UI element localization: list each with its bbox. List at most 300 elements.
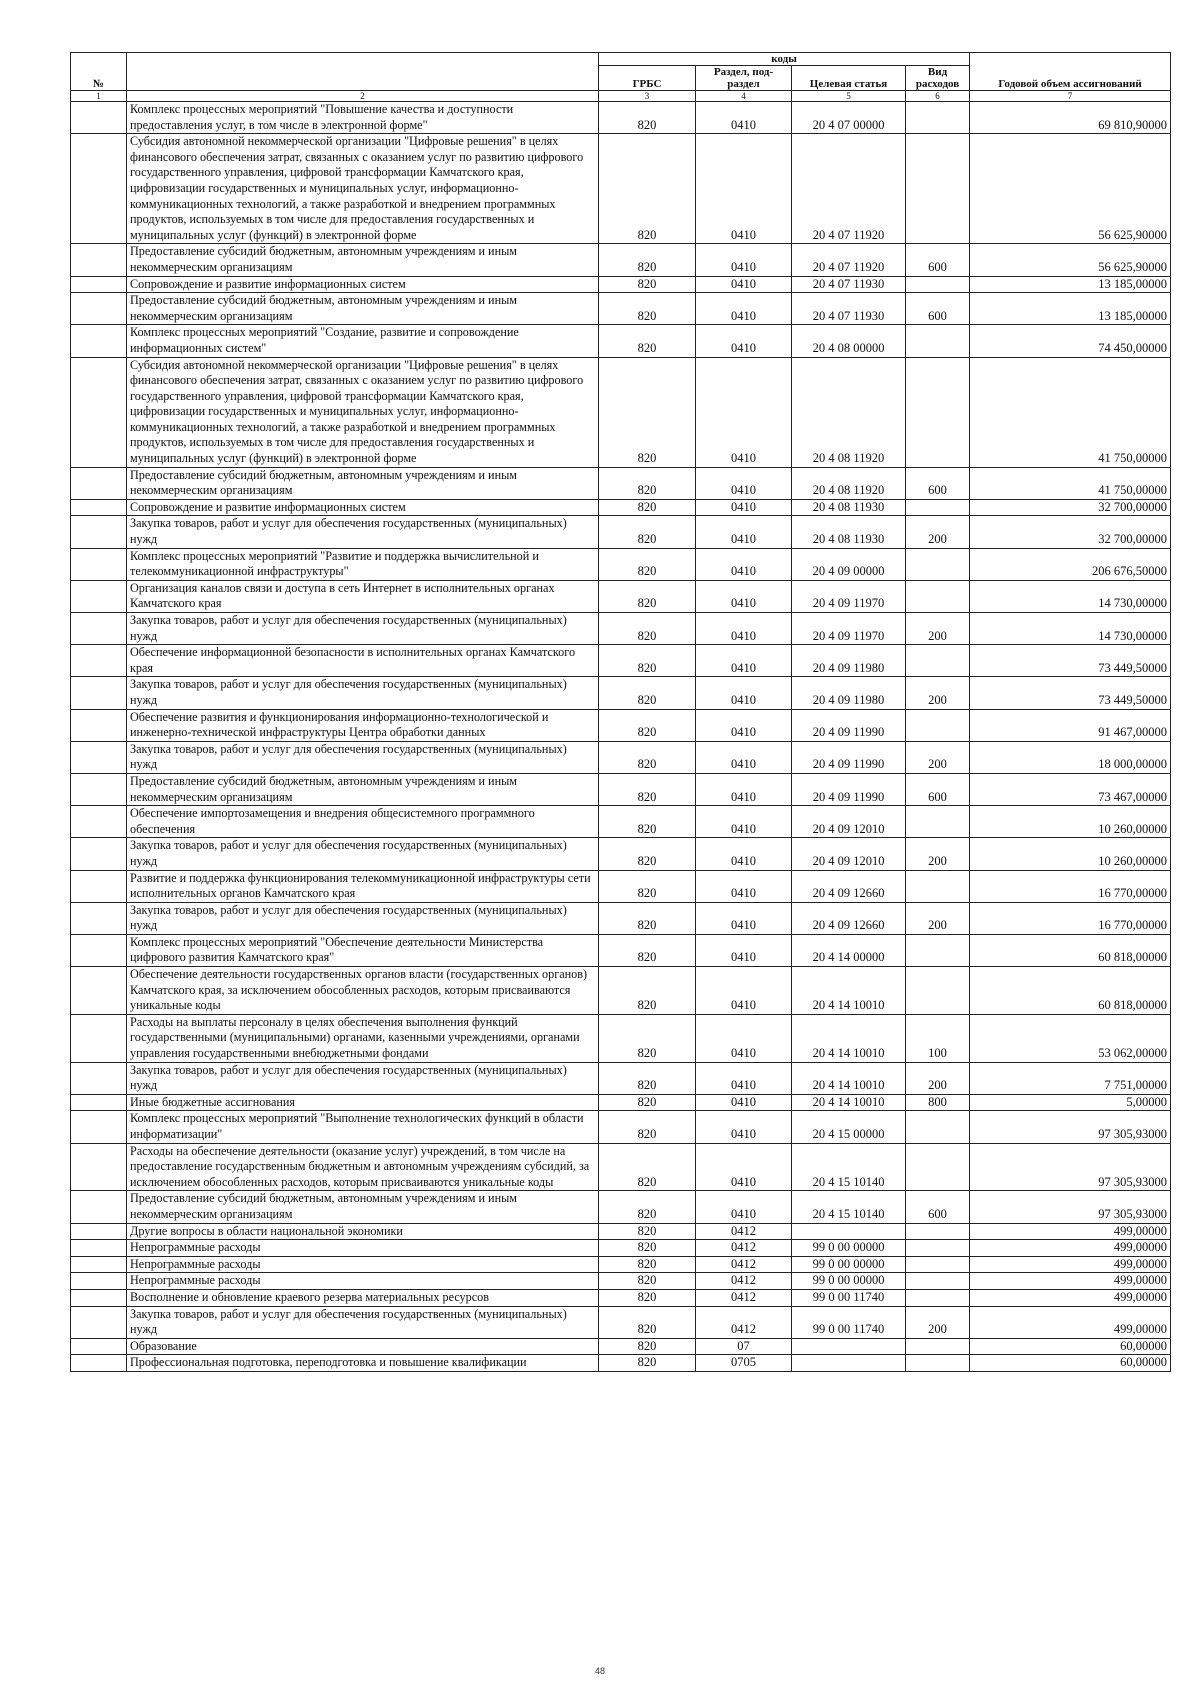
header-codes: коды	[599, 53, 970, 66]
row-name: Образование	[127, 1338, 599, 1355]
row-expense-type	[906, 1256, 970, 1273]
row-target	[792, 1338, 906, 1355]
row-number	[71, 580, 127, 612]
row-section: 0410	[696, 1014, 792, 1062]
row-amount: 73 467,00000	[970, 773, 1171, 805]
row-section: 0412	[696, 1240, 792, 1257]
row-amount: 74 450,00000	[970, 325, 1171, 357]
row-amount: 60,00000	[970, 1355, 1171, 1372]
table-body	[71, 102, 1171, 1372]
row-section: 0410	[696, 1143, 792, 1191]
table-row	[71, 276, 1171, 293]
row-amount: 73 449,50000	[970, 677, 1171, 709]
row-grbs: 820	[599, 902, 696, 934]
header-section: Раздел, под-раздел	[696, 66, 792, 91]
row-target: 20 4 09 12010	[792, 838, 906, 870]
row-number	[71, 1143, 127, 1191]
row-amount: 7 751,00000	[970, 1062, 1171, 1094]
row-grbs: 820	[599, 1223, 696, 1240]
table-row	[71, 1306, 1171, 1338]
header-grbs: ГРБС	[599, 66, 696, 91]
column-number: 6	[906, 91, 970, 102]
row-expense-type: 600	[906, 244, 970, 276]
column-number: 2	[127, 91, 599, 102]
row-number	[71, 276, 127, 293]
row-amount: 499,00000	[970, 1223, 1171, 1240]
row-name: Другие вопросы в области национальной экономики	[127, 1223, 599, 1240]
row-grbs: 820	[599, 357, 696, 467]
row-number	[71, 934, 127, 966]
row-target: 20 4 09 11990	[792, 773, 906, 805]
table-row	[71, 1094, 1171, 1111]
table-row	[71, 499, 1171, 516]
row-number	[71, 357, 127, 467]
table-row	[71, 902, 1171, 934]
table-row	[71, 1355, 1171, 1372]
row-target: 99 0 00 11740	[792, 1289, 906, 1306]
row-section: 0410	[696, 613, 792, 645]
header-target: Целевая статья	[792, 66, 906, 91]
row-section: 0412	[696, 1273, 792, 1290]
row-grbs: 820	[599, 934, 696, 966]
row-grbs: 820	[599, 741, 696, 773]
header-number: №	[71, 53, 127, 91]
row-expense-type	[906, 325, 970, 357]
row-amount: 73 449,50000	[970, 645, 1171, 677]
row-section: 0410	[696, 838, 792, 870]
row-name: Закупка товаров, работ и услуг для обеспечения государственных (муниципальных) нужд	[127, 1062, 599, 1094]
table-row	[71, 1062, 1171, 1094]
row-amount: 32 700,00000	[970, 499, 1171, 516]
column-number: 5	[792, 91, 906, 102]
row-expense-type	[906, 134, 970, 244]
row-number	[71, 1289, 127, 1306]
table-row	[71, 467, 1171, 499]
row-amount: 13 185,00000	[970, 293, 1171, 325]
row-expense-type	[906, 1240, 970, 1257]
row-amount: 41 750,00000	[970, 467, 1171, 499]
row-number	[71, 293, 127, 325]
row-grbs: 820	[599, 293, 696, 325]
row-grbs: 820	[599, 276, 696, 293]
row-amount: 499,00000	[970, 1240, 1171, 1257]
row-section: 0410	[696, 548, 792, 580]
row-number	[71, 244, 127, 276]
column-number: 4	[696, 91, 792, 102]
row-grbs: 820	[599, 773, 696, 805]
row-number	[71, 1111, 127, 1143]
row-section: 0412	[696, 1256, 792, 1273]
row-target: 20 4 09 11970	[792, 613, 906, 645]
page-number: 48	[594, 1666, 605, 1676]
row-amount: 53 062,00000	[970, 1014, 1171, 1062]
row-section: 0410	[696, 357, 792, 467]
row-number	[71, 548, 127, 580]
row-grbs: 820	[599, 1240, 696, 1257]
row-amount: 10 260,00000	[970, 806, 1171, 838]
row-target: 20 4 08 11930	[792, 516, 906, 548]
row-name: Обеспечение импортозамещения и внедрения общесистемного программного обеспечения	[127, 806, 599, 838]
row-section: 0410	[696, 580, 792, 612]
table-row	[71, 773, 1171, 805]
row-amount: 16 770,00000	[970, 902, 1171, 934]
row-grbs: 820	[599, 102, 696, 134]
row-expense-type: 200	[906, 677, 970, 709]
row-name: Комплекс процессных мероприятий "Повышение качества и доступности предоставления услуг, в том числе в электронной форме"	[127, 102, 599, 134]
row-number	[71, 1240, 127, 1257]
row-grbs: 820	[599, 1111, 696, 1143]
row-name: Закупка товаров, работ и услуг для обеспечения государственных (муниципальных) нужд	[127, 1306, 599, 1338]
table-row	[71, 244, 1171, 276]
table-row	[71, 838, 1171, 870]
row-grbs: 820	[599, 1306, 696, 1338]
row-grbs: 820	[599, 1094, 696, 1111]
row-section: 0412	[696, 1223, 792, 1240]
row-amount: 41 750,00000	[970, 357, 1171, 467]
table-row	[71, 102, 1171, 134]
row-name: Субсидия автономной некоммерческой организации "Цифровые решения" в целях финансового обеспечения затрат, связанных с оказанием услуг по развитию цифрового государственного управления, цифровой трансформации Камчатского края, цифровизации государственных и муниципальных услуг, информационно-коммуникационных технологий, а также разработкой и внедрением программных продуктов, используемых в том числе для предоставления государственных и муниципальных услуг (функций) в электронной форме	[127, 357, 599, 467]
row-number	[71, 1062, 127, 1094]
row-name: Закупка товаров, работ и услуг для обеспечения государственных (муниципальных) нужд	[127, 613, 599, 645]
row-number	[71, 1014, 127, 1062]
row-section: 07	[696, 1338, 792, 1355]
row-expense-type: 600	[906, 293, 970, 325]
row-amount: 14 730,00000	[970, 613, 1171, 645]
row-number	[71, 467, 127, 499]
row-number	[71, 1191, 127, 1223]
row-name: Предоставление субсидий бюджетным, автономным учреждениям и иным некоммерческим организациям	[127, 244, 599, 276]
row-section: 0410	[696, 516, 792, 548]
table-row	[71, 1256, 1171, 1273]
row-expense-type	[906, 1111, 970, 1143]
row-number	[71, 516, 127, 548]
row-target: 20 4 14 10010	[792, 967, 906, 1015]
row-amount: 14 730,00000	[970, 580, 1171, 612]
row-expense-type	[906, 357, 970, 467]
row-target: 99 0 00 00000	[792, 1273, 906, 1290]
table-row	[71, 580, 1171, 612]
row-amount: 10 260,00000	[970, 838, 1171, 870]
table-row	[71, 325, 1171, 357]
row-expense-type: 200	[906, 1306, 970, 1338]
row-target	[792, 1223, 906, 1240]
row-expense-type: 200	[906, 902, 970, 934]
row-name: Закупка товаров, работ и услуг для обеспечения государственных (муниципальных) нужд	[127, 677, 599, 709]
row-section: 0410	[696, 967, 792, 1015]
row-amount: 69 810,90000	[970, 102, 1171, 134]
row-expense-type: 100	[906, 1014, 970, 1062]
row-target: 20 4 09 12010	[792, 806, 906, 838]
row-section: 0410	[696, 293, 792, 325]
row-name: Предоставление субсидий бюджетным, автономным учреждениям и иным некоммерческим организациям	[127, 1191, 599, 1223]
row-grbs: 820	[599, 677, 696, 709]
row-expense-type	[906, 934, 970, 966]
row-expense-type	[906, 548, 970, 580]
row-target: 20 4 07 00000	[792, 102, 906, 134]
header-name	[127, 53, 599, 91]
table-row	[71, 709, 1171, 741]
row-expense-type	[906, 645, 970, 677]
row-expense-type: 200	[906, 741, 970, 773]
row-grbs: 820	[599, 1062, 696, 1094]
column-number: 7	[970, 91, 1171, 102]
row-number	[71, 499, 127, 516]
table-row	[71, 645, 1171, 677]
row-expense-type: 800	[906, 1094, 970, 1111]
row-grbs: 820	[599, 548, 696, 580]
row-target: 20 4 09 12660	[792, 902, 906, 934]
row-amount: 499,00000	[970, 1256, 1171, 1273]
table-row	[71, 293, 1171, 325]
row-amount: 16 770,00000	[970, 870, 1171, 902]
row-name: Сопровождение и развитие информационных систем	[127, 276, 599, 293]
row-amount: 60 818,00000	[970, 967, 1171, 1015]
row-target: 20 4 09 11980	[792, 645, 906, 677]
row-name: Сопровождение и развитие информационных систем	[127, 499, 599, 516]
row-grbs: 820	[599, 244, 696, 276]
row-expense-type: 600	[906, 467, 970, 499]
table-row	[71, 934, 1171, 966]
row-name: Развитие и поддержка функционирования телекоммуникационной инфраструктуры сети исполнительных органов Камчатского края	[127, 870, 599, 902]
table-row	[71, 677, 1171, 709]
row-number	[71, 677, 127, 709]
table-row	[71, 1014, 1171, 1062]
row-section: 0410	[696, 677, 792, 709]
table-row	[71, 1111, 1171, 1143]
table-row	[71, 1273, 1171, 1290]
row-name: Организация каналов связи и доступа в сеть Интернет в исполнительных органах Камчатского края	[127, 580, 599, 612]
row-number	[71, 325, 127, 357]
row-expense-type: 600	[906, 773, 970, 805]
row-grbs: 820	[599, 645, 696, 677]
budget-table	[70, 52, 1171, 1372]
row-section: 0410	[696, 499, 792, 516]
table-row	[71, 741, 1171, 773]
row-number	[71, 709, 127, 741]
row-expense-type	[906, 1355, 970, 1372]
row-number	[71, 902, 127, 934]
table-row	[71, 1240, 1171, 1257]
row-section: 0410	[696, 870, 792, 902]
table-row	[71, 1338, 1171, 1355]
row-expense-type	[906, 1289, 970, 1306]
row-section: 0410	[696, 773, 792, 805]
row-grbs: 820	[599, 967, 696, 1015]
row-name: Субсидия автономной некоммерческой организации "Цифровые решения" в целях финансового обеспечения затрат, связанных с оказанием услуг по развитию цифрового государственного управления, цифровой трансформации Камчатского края, цифровизации государственных и муниципальных услуг, информационно-коммуникационных технологий, а также разработкой и внедрением программных продуктов, используемых в том числе для предоставления государственных и муниципальных услуг (функций) в электронной форме	[127, 134, 599, 244]
row-name: Предоставление субсидий бюджетным, автономным учреждениям и иным некоммерческим организациям	[127, 773, 599, 805]
row-name: Закупка товаров, работ и услуг для обеспечения государственных (муниципальных) нужд	[127, 902, 599, 934]
row-target: 20 4 09 11990	[792, 741, 906, 773]
row-number	[71, 1355, 127, 1372]
row-number	[71, 967, 127, 1015]
row-amount: 13 185,00000	[970, 276, 1171, 293]
row-target: 20 4 07 11930	[792, 293, 906, 325]
row-expense-type	[906, 1273, 970, 1290]
row-amount: 60 818,00000	[970, 934, 1171, 966]
table-row	[71, 870, 1171, 902]
row-name: Комплекс процессных мероприятий "Развитие и поддержка вычислительной и телекоммуникационной инфраструктуры"	[127, 548, 599, 580]
row-name: Иные бюджетные ассигнования	[127, 1094, 599, 1111]
row-section: 0410	[696, 1191, 792, 1223]
row-number	[71, 613, 127, 645]
row-grbs: 820	[599, 1289, 696, 1306]
row-target: 20 4 07 11930	[792, 276, 906, 293]
row-number	[71, 134, 127, 244]
row-amount: 91 467,00000	[970, 709, 1171, 741]
column-number: 3	[599, 91, 696, 102]
row-section: 0705	[696, 1355, 792, 1372]
row-name: Профессиональная подготовка, переподготовка и повышение квалификации	[127, 1355, 599, 1372]
row-name: Восполнение и обновление краевого резерва материальных ресурсов	[127, 1289, 599, 1306]
table-row	[71, 1223, 1171, 1240]
row-section: 0410	[696, 1062, 792, 1094]
table-row	[71, 516, 1171, 548]
row-amount: 97 305,93000	[970, 1111, 1171, 1143]
row-grbs: 820	[599, 1256, 696, 1273]
table-row	[71, 613, 1171, 645]
row-grbs: 820	[599, 838, 696, 870]
row-expense-type: 200	[906, 613, 970, 645]
row-grbs: 820	[599, 1143, 696, 1191]
row-amount: 499,00000	[970, 1306, 1171, 1338]
row-number	[71, 1306, 127, 1338]
row-target: 20 4 08 11920	[792, 467, 906, 499]
row-section: 0410	[696, 709, 792, 741]
row-grbs: 820	[599, 467, 696, 499]
row-number	[71, 1094, 127, 1111]
row-name: Предоставление субсидий бюджетным, автономным учреждениям и иным некоммерческим организациям	[127, 293, 599, 325]
row-amount: 499,00000	[970, 1273, 1171, 1290]
row-name: Комплекс процессных мероприятий "Выполнение технологических функций в области информатизации"	[127, 1111, 599, 1143]
row-expense-type	[906, 580, 970, 612]
row-grbs: 820	[599, 1191, 696, 1223]
row-expense-type	[906, 499, 970, 516]
row-grbs: 820	[599, 613, 696, 645]
row-section: 0410	[696, 276, 792, 293]
row-name: Комплекс процессных мероприятий "Обеспечение деятельности Министерства цифрового развития Камчатского края"	[127, 934, 599, 966]
row-number	[71, 773, 127, 805]
row-expense-type	[906, 870, 970, 902]
row-expense-type	[906, 1223, 970, 1240]
table-row	[71, 806, 1171, 838]
row-grbs: 820	[599, 499, 696, 516]
row-number	[71, 1338, 127, 1355]
row-expense-type: 600	[906, 1191, 970, 1223]
row-expense-type	[906, 967, 970, 1015]
row-section: 0410	[696, 1111, 792, 1143]
row-target: 20 4 09 11980	[792, 677, 906, 709]
row-name: Закупка товаров, работ и услуг для обеспечения государственных (муниципальных) нужд	[127, 516, 599, 548]
row-name: Комплекс процессных мероприятий "Создание, развитие и сопровождение информационных систем"	[127, 325, 599, 357]
row-expense-type	[906, 709, 970, 741]
row-target: 20 4 07 11920	[792, 244, 906, 276]
header-expense-type: Вид расходов	[906, 66, 970, 91]
row-target: 20 4 09 12660	[792, 870, 906, 902]
row-target: 99 0 00 11740	[792, 1306, 906, 1338]
row-section: 0410	[696, 741, 792, 773]
row-grbs: 820	[599, 516, 696, 548]
row-target: 20 4 15 00000	[792, 1111, 906, 1143]
row-expense-type	[906, 102, 970, 134]
row-number	[71, 838, 127, 870]
row-number	[71, 870, 127, 902]
row-section: 0410	[696, 902, 792, 934]
row-name: Закупка товаров, работ и услуг для обеспечения государственных (муниципальных) нужд	[127, 838, 599, 870]
row-number	[71, 741, 127, 773]
row-grbs: 820	[599, 1014, 696, 1062]
row-amount: 206 676,50000	[970, 548, 1171, 580]
table-row	[71, 548, 1171, 580]
row-amount: 97 305,93000	[970, 1143, 1171, 1191]
row-target: 20 4 07 11920	[792, 134, 906, 244]
row-amount: 97 305,93000	[970, 1191, 1171, 1223]
row-name: Обеспечение деятельности государственных органов власти (государственных органов) Камчатского края, за исключением обособленных расходов, которым присваиваются уникальные коды	[127, 967, 599, 1015]
row-target: 20 4 14 10010	[792, 1062, 906, 1094]
row-grbs: 820	[599, 870, 696, 902]
row-target: 20 4 15 10140	[792, 1143, 906, 1191]
column-number: 1	[71, 91, 127, 102]
header-row-1	[71, 53, 1171, 66]
row-expense-type	[906, 1143, 970, 1191]
row-number	[71, 1273, 127, 1290]
row-target: 20 4 08 11930	[792, 499, 906, 516]
row-name: Обеспечение информационной безопасности в исполнительных органах Камчатского края	[127, 645, 599, 677]
row-grbs: 820	[599, 1273, 696, 1290]
table-row	[71, 1289, 1171, 1306]
row-target: 20 4 08 11920	[792, 357, 906, 467]
row-expense-type: 200	[906, 838, 970, 870]
row-expense-type	[906, 1338, 970, 1355]
header-volume: Годовой объем ассигнований	[970, 53, 1171, 91]
row-section: 0410	[696, 1094, 792, 1111]
row-target: 20 4 08 00000	[792, 325, 906, 357]
row-grbs: 820	[599, 806, 696, 838]
row-expense-type	[906, 276, 970, 293]
row-section: 0410	[696, 134, 792, 244]
row-name: Предоставление субсидий бюджетным, автономным учреждениям и иным некоммерческим организациям	[127, 467, 599, 499]
row-section: 0410	[696, 934, 792, 966]
row-name: Расходы на выплаты персоналу в целях обеспечения выполнения функций государственными (муниципальными) органами, казенными учреждениями, органами управления государственными внебюджетными фондами	[127, 1014, 599, 1062]
row-number	[71, 102, 127, 134]
row-amount: 5,00000	[970, 1094, 1171, 1111]
row-target: 99 0 00 00000	[792, 1240, 906, 1257]
table-row	[71, 357, 1171, 467]
document-page	[70, 52, 1170, 1632]
row-expense-type: 200	[906, 516, 970, 548]
row-name: Непрограммные расходы	[127, 1240, 599, 1257]
row-target: 20 4 14 00000	[792, 934, 906, 966]
row-grbs: 820	[599, 709, 696, 741]
row-target: 20 4 09 11990	[792, 709, 906, 741]
row-section: 0410	[696, 102, 792, 134]
row-name: Закупка товаров, работ и услуг для обеспечения государственных (муниципальных) нужд	[127, 741, 599, 773]
row-target	[792, 1355, 906, 1372]
row-target: 99 0 00 00000	[792, 1256, 906, 1273]
row-grbs: 820	[599, 134, 696, 244]
row-amount: 60,00000	[970, 1338, 1171, 1355]
row-name: Расходы на обеспечение деятельности (оказание услуг) учреждений, в том числе на предоставление государственным бюджетным и автономным учреждениям субсидий, за исключением обособленных расходов, которым присваиваются уникальные коды	[127, 1143, 599, 1191]
row-grbs: 820	[599, 1338, 696, 1355]
row-amount: 499,00000	[970, 1289, 1171, 1306]
row-number	[71, 806, 127, 838]
row-amount: 18 000,00000	[970, 741, 1171, 773]
row-grbs: 820	[599, 1355, 696, 1372]
row-grbs: 820	[599, 580, 696, 612]
table-row	[71, 134, 1171, 244]
row-section: 0412	[696, 1306, 792, 1338]
row-number	[71, 1223, 127, 1240]
row-target: 20 4 09 11970	[792, 580, 906, 612]
